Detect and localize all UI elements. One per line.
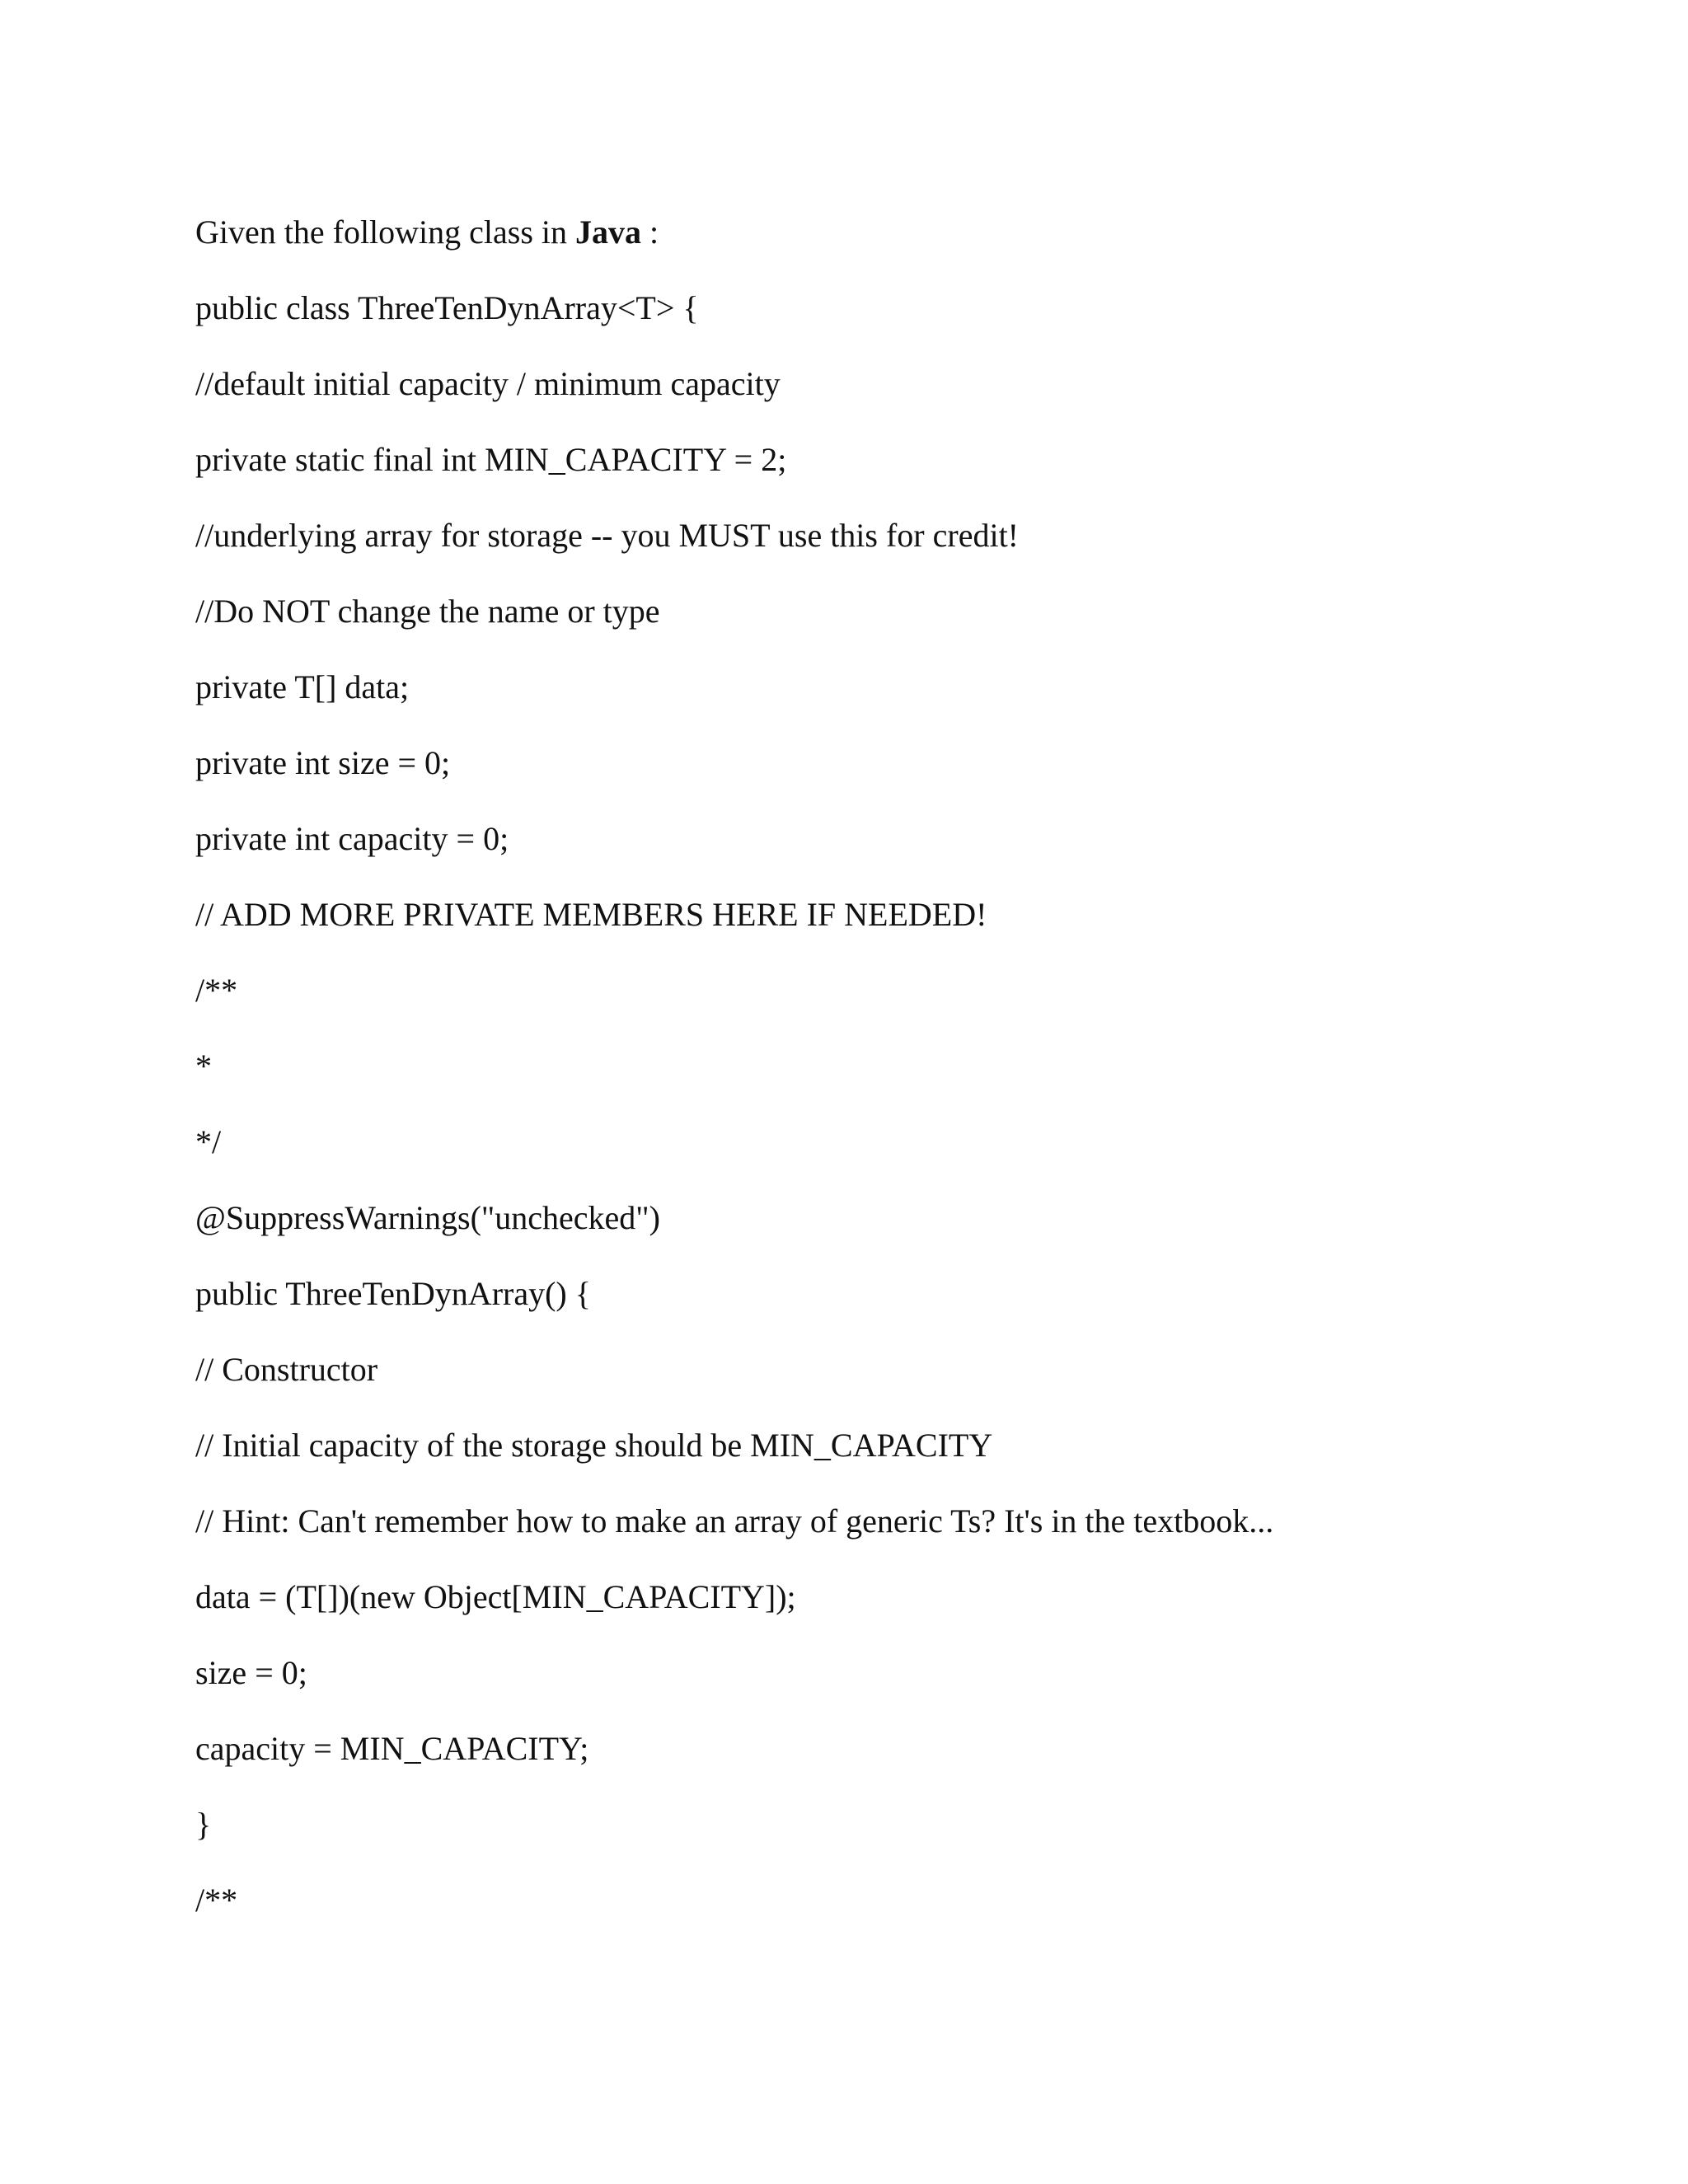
code-line-javadoc-open-2: /**	[195, 1882, 238, 1919]
intro-language: Java	[575, 213, 642, 251]
code-line-suppress-warnings: @SuppressWarnings("unchecked")	[195, 1199, 660, 1236]
code-line-size-field: private int size = 0;	[195, 744, 451, 781]
code-line-capacity-field: private int capacity = 0;	[195, 820, 509, 857]
document-body	[195, 194, 1597, 1938]
code-line-capacity-assignment: capacity = MIN_CAPACITY;	[195, 1730, 589, 1767]
code-line-javadoc-open: /**	[195, 972, 238, 1009]
code-line-size-assignment: size = 0;	[195, 1654, 307, 1691]
intro-line	[195, 194, 1597, 270]
code-line-comment-default-capacity: //default initial capacity / minimum capacity	[195, 365, 781, 402]
code-line-data-assignment: data = (T[])(new Object[MIN_CAPACITY]);	[195, 1578, 796, 1615]
intro-suffix: :	[641, 213, 659, 251]
code-line-comment-underlying-array: //underlying array for storage -- you MUST use this for credit!	[195, 517, 1020, 554]
intro-prefix: Given the following class in	[195, 213, 576, 251]
code-line-data-field: private T[] data;	[195, 668, 410, 705]
code-line-comment-add-members: // ADD MORE PRIVATE MEMBERS HERE IF NEEDED!	[195, 896, 987, 933]
code-line-closing-brace: }	[195, 1806, 212, 1843]
code-line-javadoc-star: *	[195, 1047, 212, 1085]
code-line-class-declaration: public class ThreeTenDynArray<T> {	[195, 289, 699, 326]
code-line-comment-do-not-change: //Do NOT change the name or type	[195, 593, 660, 630]
code-line-comment-hint: // Hint: Can't remember how to make an array of generic Ts? It's in the textbook...	[195, 1502, 1274, 1540]
code-line-comment-constructor: // Constructor	[195, 1351, 378, 1388]
code-line-constructor-signature: public ThreeTenDynArray() {	[195, 1275, 591, 1312]
code-line-javadoc-close: */	[195, 1123, 222, 1160]
code-line-comment-initial-capacity: // Initial capacity of the storage should be MIN_CAPACITY	[195, 1427, 993, 1464]
code-line-min-capacity: private static final int MIN_CAPACITY = 2;	[195, 441, 787, 478]
